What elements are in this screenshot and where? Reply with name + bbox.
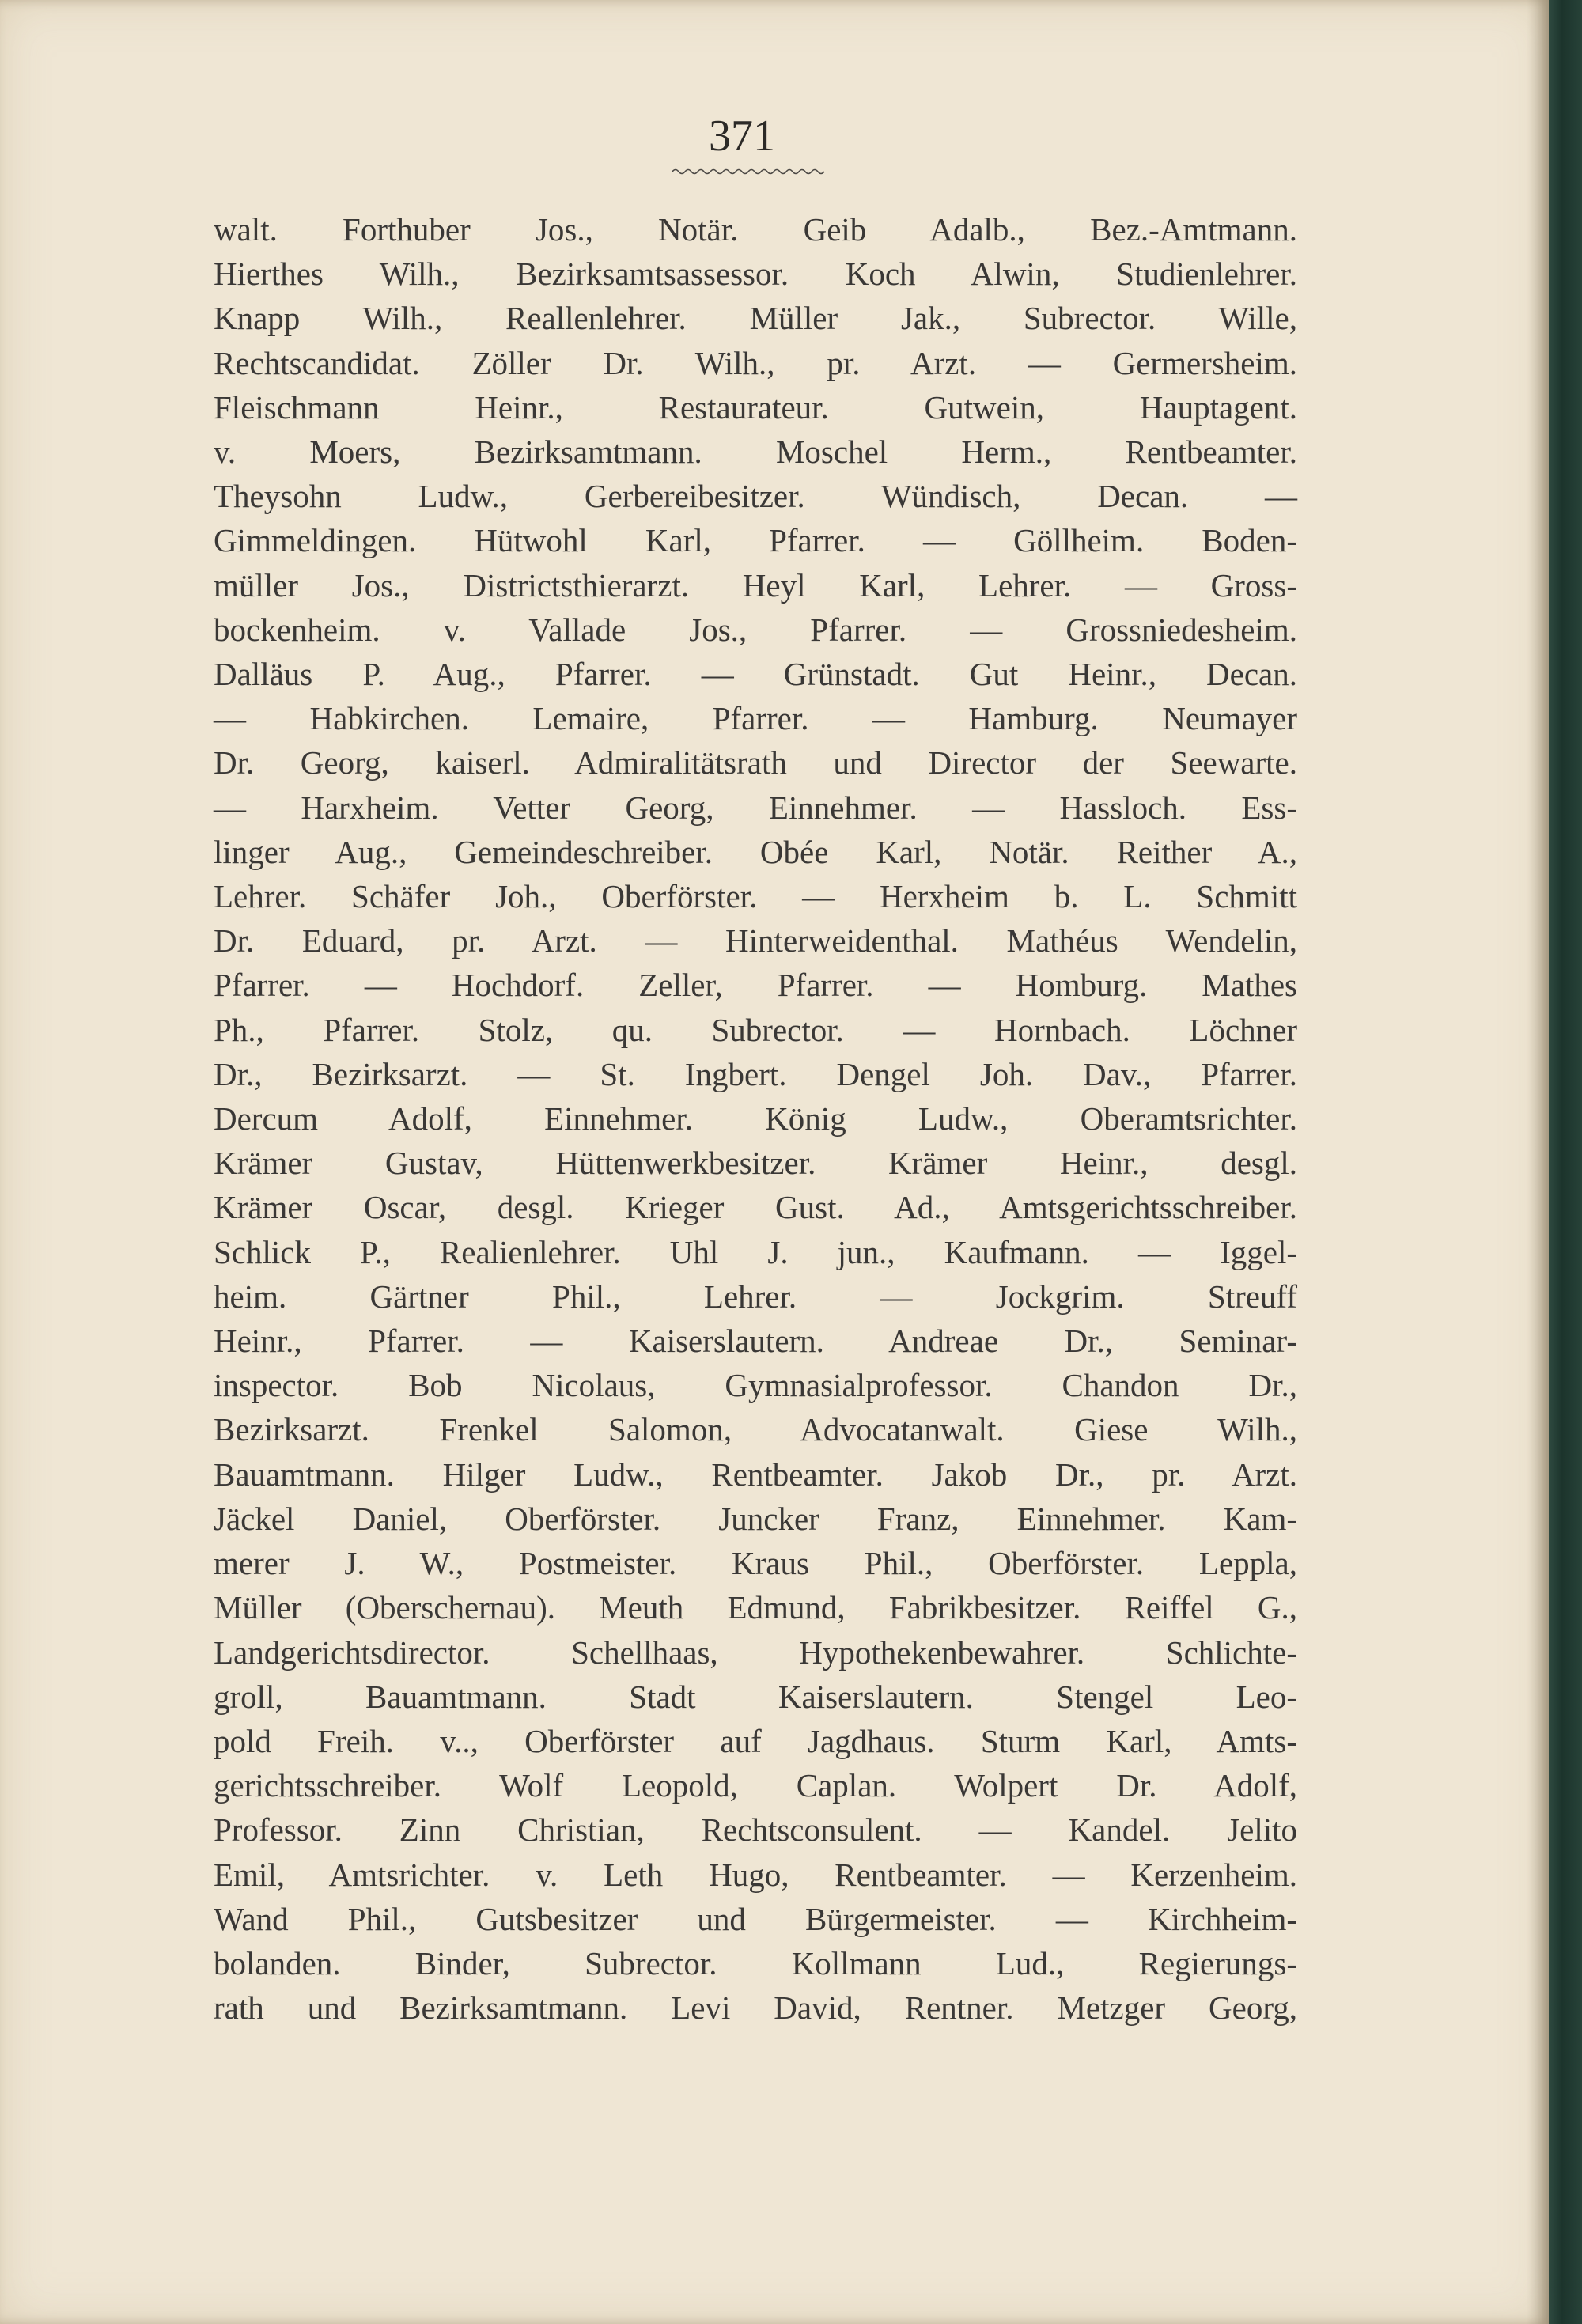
- text-line: Heinr., Pfarrer. — Kaiserslautern. Andreae Dr., Seminar-: [214, 1323, 1297, 1360]
- text-line: Theysohn Ludw., Gerbereibesitzer. Wündisch, Decan. —: [214, 478, 1297, 515]
- text-line: walt. Forthuber Jos., Notär. Geib Adalb., Bez.-Amtmann.: [214, 211, 1297, 248]
- text-line: Hierthes Wilh., Bezirksamtsassessor. Koch Alwin, Studienlehrer.: [214, 255, 1297, 293]
- text-line: Knapp Wilh., Reallenlehrer. Müller Jak., Subrector. Wille,: [214, 300, 1297, 337]
- text-line: v. Moers, Bezirksamtmann. Moschel Herm., Rentbeamter.: [214, 433, 1297, 471]
- text-line: Fleischmann Heinr., Restaurateur. Gutwein, Hauptagent.: [214, 388, 1297, 426]
- text-line: Rechtscandidat. Zöller Dr. Wilh., pr. Arzt. — Germersheim.: [214, 344, 1297, 381]
- book-binding: [1549, 0, 1582, 2324]
- text-line: bolanden. Binder, Subrector. Kollmann Lud., Regierungs-: [214, 1944, 1297, 1981]
- text-line: müller Jos., Districtsthierarzt. Heyl Karl, Lehrer. — Gross-: [214, 566, 1297, 604]
- text-line: Müller (Oberschernau). Meuth Edmund, Fabrikbesitzer. Reiffel G.,: [214, 1589, 1297, 1626]
- text-line: Wand Phil., Gutsbesitzer und Bürgermeister. — Kirchheim-: [214, 1900, 1297, 1937]
- text-line: Bauamtmann. Hilger Ludw., Rentbeamter. Jakob Dr., pr. Arzt.: [214, 1455, 1297, 1493]
- text-line: — Harxheim. Vetter Georg, Einnehmer. — Hassloch. Ess-: [214, 789, 1297, 826]
- text-line: Pfarrer. — Hochdorf. Zeller, Pfarrer. — Homburg. Mathes: [214, 967, 1297, 1004]
- text-line: Professor. Zinn Christian, Rechtsconsulent. — Kandel. Jelito: [214, 1811, 1297, 1849]
- text-line: pold Freih. v.., Oberförster auf Jagdhaus. Sturm Karl, Amts-: [214, 1722, 1297, 1759]
- page-number: 371: [709, 112, 775, 161]
- text-line: Krämer Gustav, Hüttenwerkbesitzer. Krämer Heinr., desgl.: [214, 1145, 1297, 1182]
- text-line: Dercum Adolf, Einnehmer. König Ludw., Oberamtsrichter.: [214, 1100, 1297, 1137]
- text-line: bockenheim. v. Vallade Jos., Pfarrer. — Grossniedesheim.: [214, 611, 1297, 648]
- text-line: heim. Gärtner Phil., Lehrer. — Jockgrim. Streuff: [214, 1277, 1297, 1315]
- text-line: Dr. Eduard, pr. Arzt. — Hinterweidenthal. Mathéus Wendelin,: [214, 922, 1297, 960]
- decorative-wavy-rule: [672, 166, 827, 177]
- text-line: inspector. Bob Nicolaus, Gymnasialprofessor. Chandon Dr.,: [214, 1367, 1297, 1404]
- text-line: Gimmeldingen. Hütwohl Karl, Pfarrer. — Göllheim. Boden-: [214, 522, 1297, 559]
- text-line: Landgerichtsdirector. Schellhaas, Hypothekenbewahrer. Schlichte-: [214, 1633, 1297, 1671]
- text-line: Schlick P., Realienlehrer. Uhl J. jun., Kaufmann. — Iggel-: [214, 1233, 1297, 1270]
- text-line: Ph., Pfarrer. Stolz, qu. Subrector. — Hornbach. Löchner: [214, 1011, 1297, 1048]
- text-line: Dalläus P. Aug., Pfarrer. — Grünstadt. Gut Heinr., Decan.: [214, 656, 1297, 693]
- text-line: Krämer Oscar, desgl. Krieger Gust. Ad., Amtsgerichtsschreiber.: [214, 1189, 1297, 1226]
- text-line: Lehrer. Schäfer Joh., Oberförster. — Herxheim b. L. Schmitt: [214, 878, 1297, 915]
- text-line: Emil, Amtsrichter. v. Leth Hugo, Rentbeamter. — Kerzenheim.: [214, 1856, 1297, 1893]
- text-line: — Habkirchen. Lemaire, Pfarrer. — Hamburg. Neumayer: [214, 700, 1297, 737]
- text-line: rath und Bezirksamtmann. Levi David, Rentner. Metzger Georg,: [214, 1989, 1297, 2027]
- page-edge-shadow: [1527, 0, 1549, 2324]
- text-line: Jäckel Daniel, Oberförster. Juncker Franz, Einnehmer. Kam-: [214, 1500, 1297, 1537]
- text-line: Bezirksarzt. Frenkel Salomon, Advocatanwalt. Giese Wilh.,: [214, 1411, 1297, 1448]
- text-line: Dr., Bezirksarzt. — St. Ingbert. Dengel Joh. Dav., Pfarrer.: [214, 1055, 1297, 1092]
- text-line: gerichtsschreiber. Wolf Leopold, Caplan. Wolpert Dr. Adolf,: [214, 1767, 1297, 1804]
- text-line: linger Aug., Gemeindeschreiber. Obée Karl, Notär. Reither A.,: [214, 833, 1297, 870]
- text-line: groll, Bauamtmann. Stadt Kaiserslautern. Stengel Leo-: [214, 1678, 1297, 1715]
- text-line: Dr. Georg, kaiserl. Admiralitätsrath und Director der Seewarte.: [214, 744, 1297, 782]
- directory-text: [214, 207, 1297, 2030]
- text-line: merer J. W., Postmeister. Kraus Phil., Oberförster. Leppla,: [214, 1545, 1297, 1582]
